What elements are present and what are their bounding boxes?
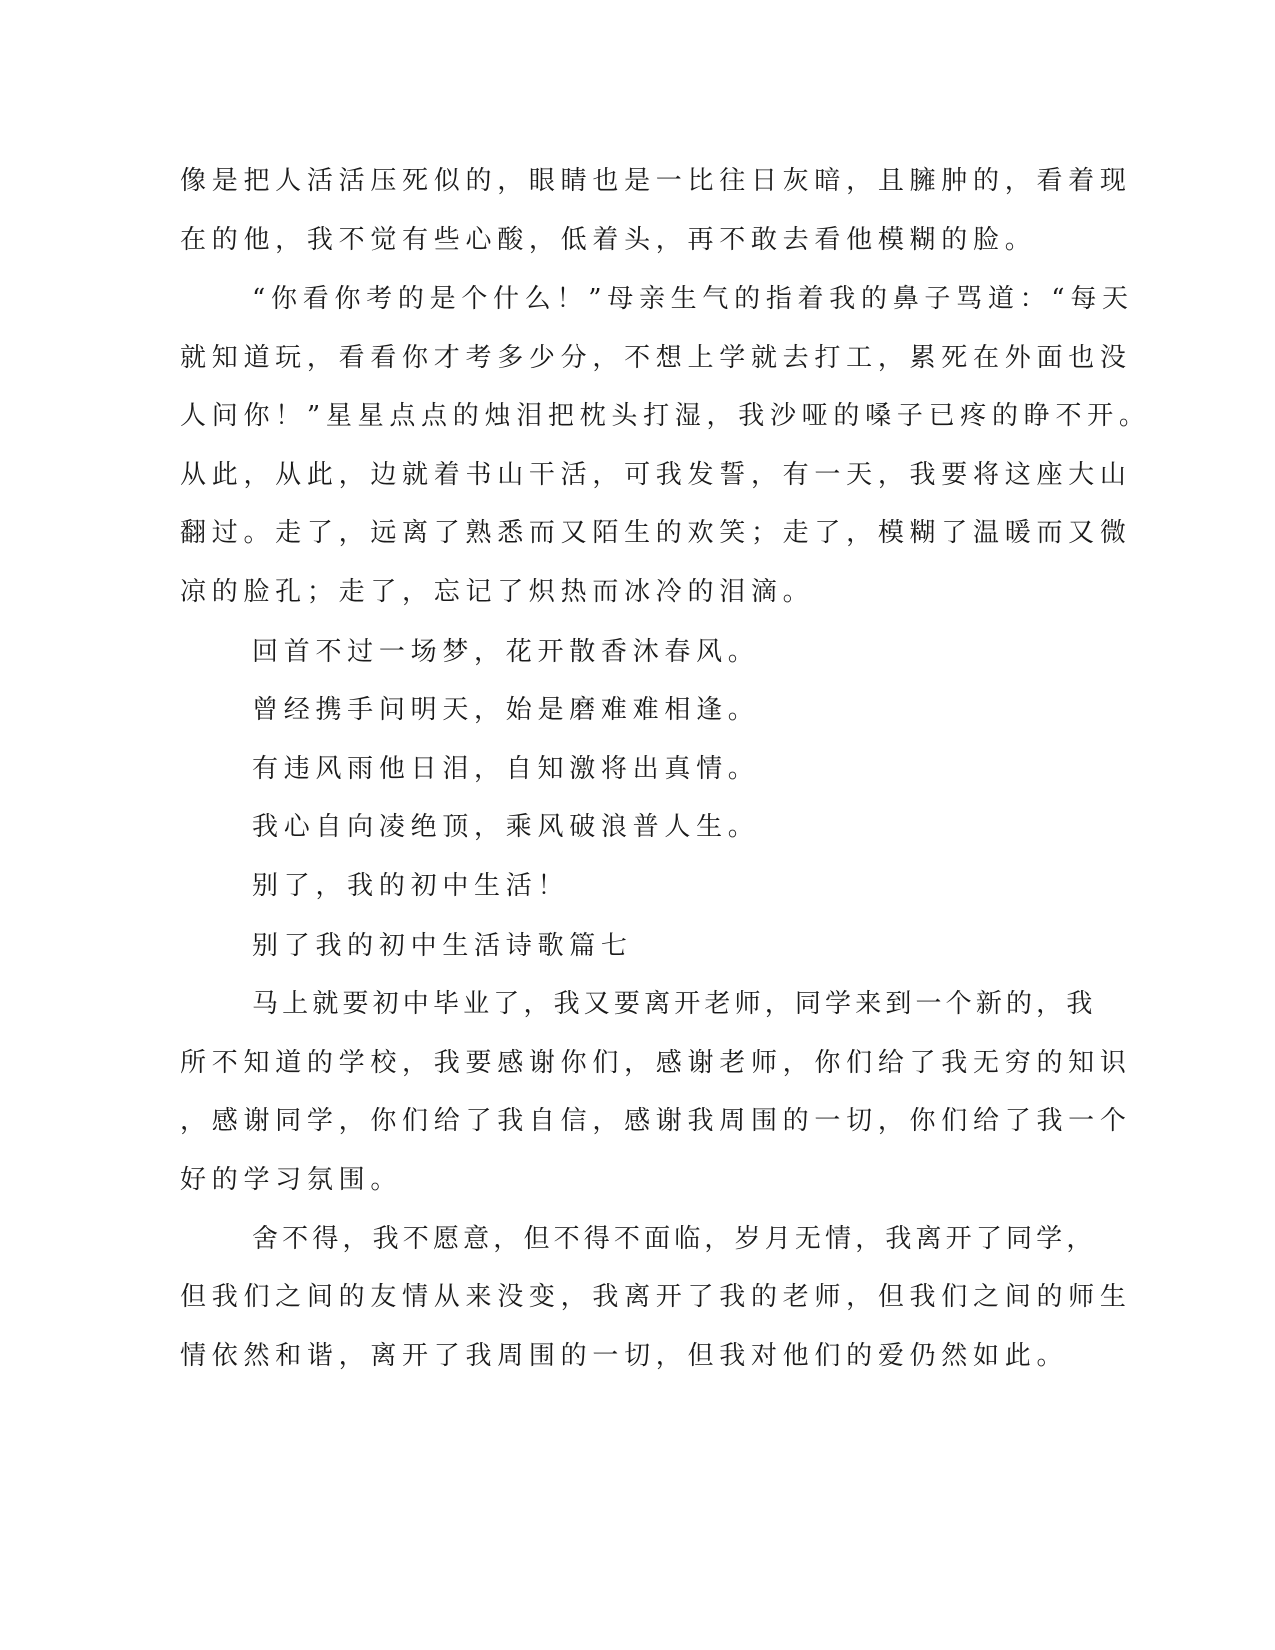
section-heading: 别了我的初中生活诗歌篇七 [252,931,633,961]
text-line: 所不知道的学校，我要感谢你们，感谢老师，你们给了我无穷的知识 [180,1048,1132,1078]
text-line: 就知道玩，看看你才考多少分，不想上学就去打工，累死在外面也没 [180,343,1132,373]
text-line: 情依然和谐，离开了我周围的一切，但我对他们的爱仍然如此。 [180,1341,1069,1371]
text-line: 人问你！”星星点点的烛泪把枕头打湿，我沙哑的嗓子已疼的睁不开。 [180,401,1151,431]
poem-line: 我心自向凌绝顶，乘风破浪普人生。 [252,812,760,842]
text-line: 在的他，我不觉有些心酸，低着头，再不敢去看他模糊的脸。 [180,225,1037,255]
text-line: 但我们之间的友情从来没变，我离开了我的老师，但我们之间的师生 [180,1282,1132,1312]
paragraph-start-line: “你看你考的是个什么！”母亲生气的指着我的鼻子骂道：“每天 [252,284,1134,314]
closing-line: 别了，我的初中生活！ [252,871,570,901]
paragraph-start-line: 马上就要初中毕业了，我又要离开老师，同学来到一个新的，我 [252,989,1097,1019]
text-line: ，感谢同学，你们给了我自信，感谢我周围的一切，你们给了我一个 [180,1106,1132,1136]
text-line: 翻过。走了，远离了熟悉而又陌生的欢笑；走了，模糊了温暖而又微 [180,518,1132,548]
text-line: 从此，从此，边就着书山干活，可我发誓，有一天，我要将这座大山 [180,460,1132,490]
poem-line: 回首不过一场梦，花开散香沐春风。 [252,637,760,667]
poem-line: 有违风雨他日泪，自知激将出真情。 [252,754,760,784]
text-line: 像是把人活活压死似的，眼睛也是一比往日灰暗，且臃肿的，看着现 [180,166,1132,196]
text-line: 凉的脸孔；走了，忘记了炽热而冰冷的泪滴。 [180,577,815,607]
paragraph-start-line: 舍不得，我不愿意，但不得不面临，岁月无情，我离开了同学， [252,1224,1097,1254]
text-line: 好的学习氛围。 [180,1165,403,1195]
poem-line: 曾经携手问明天，始是磨难难相逢。 [252,695,760,725]
